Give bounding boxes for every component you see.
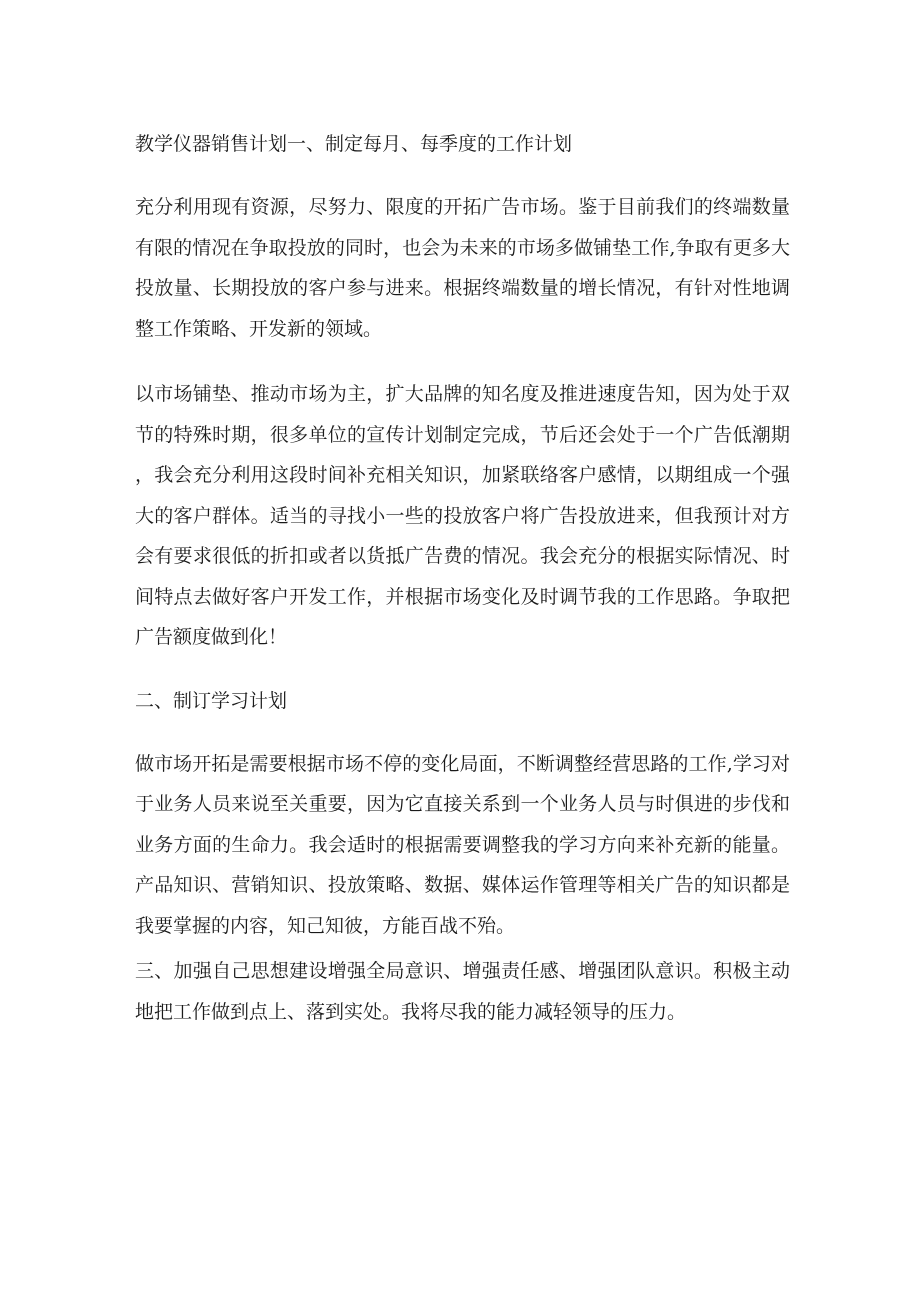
document-body	[135, 126, 790, 1032]
paragraph-1: 充分利用现有资源，尽努力、限度的开拓广告市场。鉴于目前我们的终端数量有限的情况在争取投放的同时，也会为未来的市场多做铺垫工作,争取有更多大投放量、长期投放的客户参与进来。根据终端数量的增长情况，有针对性地调整工作策略、开发新的领域。	[135, 196, 790, 340]
document-title: 教学仪器销售计划一、制定每月、每季度的工作计划	[135, 133, 573, 155]
paragraph-2: 以市场铺垫、推动市场为主，扩大品牌的知名度及推进速度告知，因为处于双节的特殊时期，很多单位的宣传计划制定完成，节后还会处于一个广告低潮期，我会充分利用这段时间补充相关知识，加紧联络客户感情，以期组成一个强大的客户群体。适当的寻找小一些的投放客户将广告投放进来，但我预计对方会有要求很低的折扣或者以货抵广告费的情况。我会充分的根据实际情况、时间特点去做好客户开发工作，并根据市场变化及时调节我的工作思路。争取把广告额度做到化！	[135, 383, 790, 648]
section-heading-2: 二、制订学习计划	[135, 689, 288, 712]
paragraph-3: 做市场开拓是需要根据市场不停的变化局面，不断调整经营思路的工作,学习对于业务人员来说至关重要，因为它直接关系到一个业务人员与时俱进的步伐和业务方面的生命力。我会适时的根据需要调整我的学习方向来补充新的能量。产品知识、营销知识、投放策略、数据、媒体运作管理等相关广告的知识都是我要掌握的内容，知己知彼，方能百战不殆。	[135, 752, 790, 937]
paragraph-4: 三、加强自己思想建设增强全局意识、增强责任感、增强团队意识。积极主动地把工作做到点上、落到实处。我将尽我的能力减轻领导的压力。	[135, 960, 790, 1023]
